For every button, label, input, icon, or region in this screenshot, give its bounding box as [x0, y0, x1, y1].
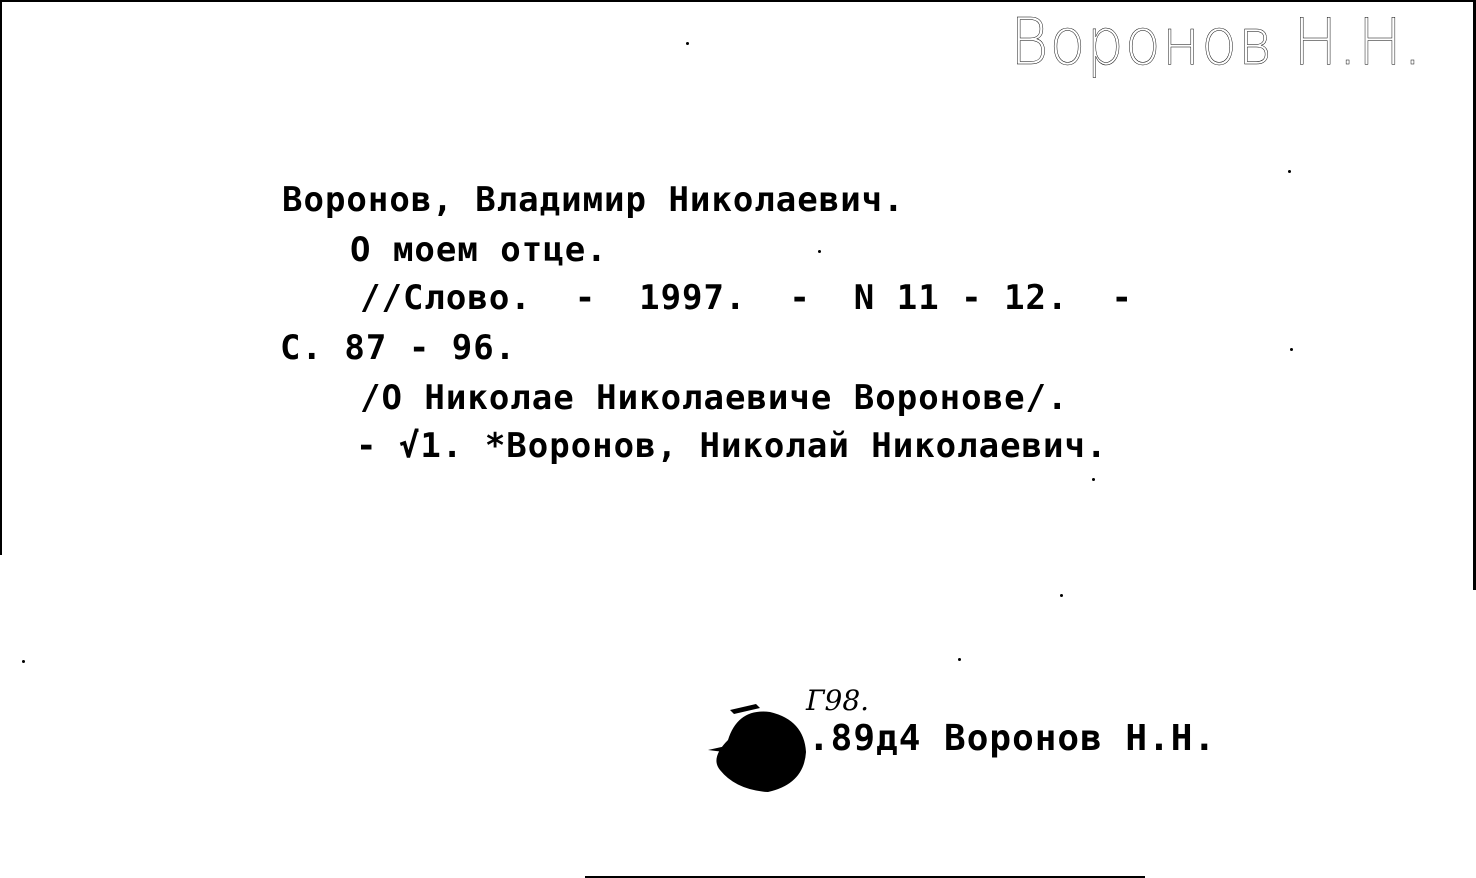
speck — [1092, 478, 1095, 481]
entry-subject: - √1. *Воронов, Николай Николаевич. — [356, 426, 1108, 466]
entry-pages: С. 87 - 96. — [280, 328, 517, 368]
entry-note: /О Николае Николаевиче Воронове/. — [360, 378, 1069, 418]
entry-author: Воронов, Владимир Николаевич. — [282, 180, 905, 220]
speck — [958, 658, 961, 661]
speck — [686, 42, 689, 45]
entry-title: О моем отце. — [350, 230, 608, 270]
shelfmark-handwritten: Г98. — [806, 684, 870, 717]
card-edge-top — [0, 0, 1476, 2]
speck — [1290, 348, 1293, 351]
entry-source: //Слово. - 1997. - N 11 - 12. - — [360, 278, 1133, 318]
handwritten-heading: Воронов Н.Н. — [1010, 6, 1423, 80]
card-edge-left — [0, 0, 2, 555]
speck — [1060, 594, 1063, 597]
speck — [1288, 170, 1291, 173]
punch-hole-icon — [708, 700, 812, 796]
shelfmark: .89д4 Воронов Н.Н. — [808, 718, 1217, 759]
speck — [818, 250, 821, 253]
speck — [22, 660, 25, 663]
